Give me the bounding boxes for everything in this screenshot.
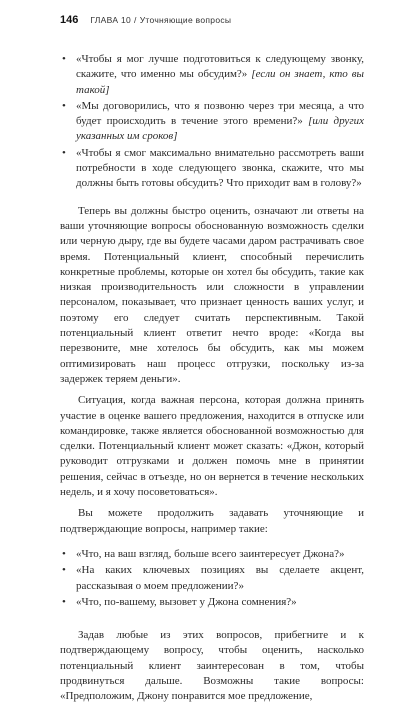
page-number: 146 [60,14,79,26]
paragraph: Ситуация, когда важная персона, которая должна принять участие в оценке вашего предложения, находится в отпуске или командировке, также является обоснованной возможностью для сделки. Потенциальный клиент может сказать: «Джон, который руководит отгрузками и должен помочь мне в принятии решения, сейчас в отъезде, но он вернется в течение нескольких недель, и я хочу посоветоваться». [60,394,364,499]
list-item: • «Чтобы я смог максимально внимательно рассмотреть ваши потребности в ходе следующего звонка, скажите, что мы должны быть готовы обсудить? Что приходит вам в голову?» [62,146,364,190]
page-header [60,14,364,34]
chapter-title: Уточняющие вопросы [139,15,232,25]
list-item-text: «Чтобы я мог лучше подготовиться к следующему звонку, скажите, что именно мы обсудим?» [76,53,364,81]
list-item-note: [или других указанных им сроков] [76,115,364,143]
list-item: • «На каких ключевых позициях вы сделаете акцент, рассказывая о моем предложении?» [62,564,364,592]
bullet-list-followup [60,547,364,610]
paragraph: Вы можете продолжить задавать уточняющие и подтверждающие вопросы, например такие: [60,507,364,535]
list-item-text: «Что, по-вашему, вызовет у Джона сомнения?» [76,595,297,608]
running-head-separator: / [134,15,137,25]
list-item-text: «Чтобы я смог максимально внимательно рассмотреть ваши потребности в ходе следующего звонка, скажите, что мы должны быть готовы обсудить? Что приходит вам в голову?» [76,146,364,190]
list-item: • «Что, на ваш взгляд, больше всего заинтересует Джона?» [62,547,345,560]
running-head [90,15,231,25]
list-item-note: [если он знает, кто вы такой] [76,68,364,96]
body-text [60,52,364,705]
list-item: • «Чтобы я мог лучше подготовиться к следующему звонку, скажите, что именно мы обсудим?» [если он знает, кто вы такой] [62,53,364,96]
list-item-text: «Мы договорились, что я позвоню через три месяца, а что будет происходить в течение этого времени?» [76,99,364,128]
list-item-text: «На каких ключевых позициях вы сделаете акцент, рассказывая о моем предложении?» [76,564,364,592]
paragraph: Задав любые из этих вопросов, прибегните и к подтверждающему вопросу, чтобы оценить, насколько потенциальный клиент заинтересован в том, чтобы продвинуться дальше. Возможны такие вопросы: «Предположим, Джону понравится мое предложение, [60,629,364,703]
list-item-text: «Что, на ваш взгляд, больше всего заинтересует Джона?» [76,547,345,560]
list-item: • «Мы договорились, что я позвоню через три месяца, а что будет происходить в течение этого времени?» [или других указанных им сроков] [62,99,364,143]
paragraph: Теперь вы должны быстро оценить, означают ли ответы на ваши уточняющие вопросы обоснованную возможность сделки или черную дыру, где вы будете часами даром растрачивать свое время. Потенциальный клиент, способный перечислить конкретные проблемы, которые он хотел бы обсудить, такие как низкая производительность или сложности в управлении персоналом, показывает, что признает ценность ваших услуг, и поэтому его следует считать перспективным. Такой потенциальный клиент ответит нечто вроде: «Когда вы перезвоните, мне хотелось бы обсудить, как мы можем оптимизировать наш процесс отгрузки, поскольку из-за задержек теряем деньги». [60,204,364,385]
list-item: • «Что, по-вашему, вызовет у Джона сомнения?» [62,595,297,608]
bullet-list-questions [60,52,364,192]
chapter-label: ГЛАВА 10 [90,15,132,25]
